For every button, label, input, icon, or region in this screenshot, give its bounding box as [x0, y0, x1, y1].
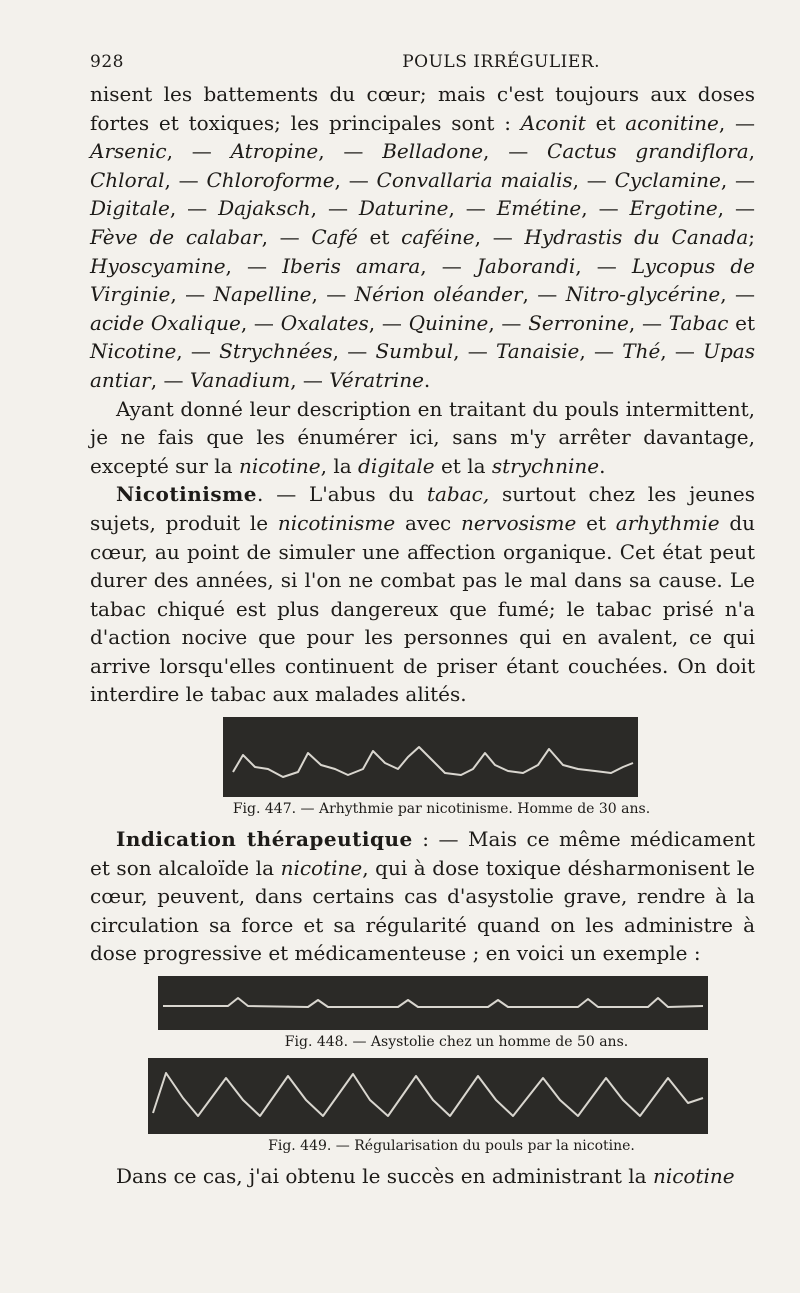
italic-term: Digitale	[90, 196, 170, 221]
italic-term: caféine	[401, 224, 475, 249]
italic-term: Arsenic	[90, 139, 167, 164]
italic-term: Daturine	[358, 196, 449, 221]
text-run: , —	[225, 253, 283, 278]
italic-term: arhythmie	[615, 510, 720, 535]
text-run: et	[576, 510, 616, 535]
italic-term: nicotinisme	[277, 510, 396, 535]
text-run: , —	[150, 367, 190, 392]
italic-term: Iberis amara	[282, 253, 421, 278]
text-run: avec	[395, 510, 461, 535]
italic-term: Aconit	[520, 110, 586, 135]
text-run: , —	[169, 196, 219, 221]
paragraph-drug-list	[90, 80, 755, 395]
italic-term: strychnine	[491, 453, 600, 478]
text-run: , —	[488, 310, 529, 335]
paragraph-conclusion	[90, 1162, 755, 1191]
paragraph-indication	[90, 825, 755, 968]
italic-term: Café	[311, 224, 358, 249]
italic-term: Nicotine	[90, 339, 177, 364]
text-run: , —	[420, 253, 477, 278]
text-run: , —	[318, 139, 383, 164]
italic-term: digitale	[358, 453, 435, 478]
text-run: , la	[320, 453, 359, 478]
text-run: , —	[717, 196, 755, 221]
text-run: . — L'abus du	[257, 482, 427, 507]
text-run: , —	[310, 196, 359, 221]
text-run: , —	[720, 282, 755, 307]
italic-term: aconitine	[625, 110, 719, 135]
italic-term: Vératrine	[329, 367, 424, 392]
italic-term: Chloroforme	[206, 167, 335, 192]
text-run: , —	[572, 167, 615, 192]
page-number: 928	[90, 52, 124, 72]
text-run: , —	[166, 139, 231, 164]
italic-term: nicotine	[238, 453, 321, 478]
text-run: .	[599, 453, 606, 478]
italic-term: Tabac	[668, 310, 729, 335]
text-run: ;	[748, 224, 756, 249]
italic-term: Belladone	[382, 139, 484, 164]
italic-term: Chloral	[90, 167, 165, 192]
italic-term: tabac,	[426, 482, 490, 507]
italic-term: Hydrastis du Canada	[524, 224, 749, 249]
italic-term: Nitro-glycérine	[565, 282, 721, 307]
figure-449-caption: Fig. 449. — Régularisation du pouls par la nicotine.	[268, 1138, 635, 1155]
text-run: , —	[581, 196, 630, 221]
text-run: , —	[448, 196, 497, 221]
text-run: , —	[522, 282, 566, 307]
italic-term: Emétine	[496, 196, 582, 221]
italic-term: nicotine	[280, 855, 363, 880]
pulse-trace-asystole	[158, 976, 708, 1030]
text-run: et	[357, 224, 402, 249]
italic-term: Thé	[622, 339, 661, 364]
italic-term: Atropine	[230, 139, 319, 164]
text-run: , —	[332, 339, 376, 364]
text-run: , —	[474, 224, 525, 249]
text-run: Ayant donné leur description en traitant du pouls intermittent, je ne fais que les énumérer ici, sans m'y arrêter davantage, excepté sur la	[90, 396, 755, 478]
text-run: surtout chez les jeunes sujets, produit le	[90, 482, 756, 535]
text-run: .	[423, 367, 431, 392]
italic-term: Tanaisie	[495, 339, 580, 364]
text-run: , qui à dose toxique désharmonisent le cœur, peuvent, dans certains cas d'asystolie grave, rendre à la circulation sa force et sa régularité quand on les administre à dose progressive et médicamenteuse ; en voici un exemple :	[90, 855, 755, 966]
text-run: du cœur, au point de simuler une affection organique. Cet état peut durer des années, si l'on ne combat pas le mal dans sa cause. Le tabac chiqué est plus dangereux que fumé; le tabac prisé n'a d'action nocive que pour les personnes qui en avalent, ce qui arrive lorsqu'elles continuent de priser étant couchées. On doit interdire le tabac aux malades alités.	[90, 510, 755, 707]
paragraph-description	[90, 395, 755, 481]
italic-term: Nérion oléander	[354, 282, 523, 307]
text-run: : — Mais ce même médicament et son alcaloïde la	[90, 827, 755, 880]
italic-term: Napelline	[213, 282, 312, 307]
italic-term: Serronine	[528, 310, 629, 335]
italic-term: Ergotine	[629, 196, 718, 221]
text-run: , —	[453, 339, 496, 364]
page-content	[90, 52, 755, 1191]
text-run: , —	[483, 139, 548, 164]
running-title: POULS IRRÉGULIER.	[402, 52, 600, 72]
text-run: , —	[311, 282, 355, 307]
italic-term: acide Oxalique	[90, 310, 241, 335]
italic-term: Hyoscyamine	[90, 253, 226, 278]
text-run: nisent les battements du cœur; mais c'est toujours aux doses fortes et toxiques; les principales sont :	[90, 82, 755, 135]
paragraph-nicotinisme	[90, 480, 755, 709]
text-run: , —	[240, 310, 281, 335]
text-run: et	[585, 110, 626, 135]
figure-449	[148, 1058, 755, 1154]
text-run: , —	[579, 339, 623, 364]
italic-term: Lycopus de Virginie	[90, 253, 755, 307]
text-run: Dans ce cas, j'ai obtenu le succès en administrant la	[116, 1164, 653, 1189]
section-heading: Nicotinisme	[116, 482, 258, 507]
figure-448-caption: Fig. 448. — Asystolie chez un homme de 50 ans.	[284, 1034, 629, 1051]
text-run: , —	[290, 367, 330, 392]
figure-447	[223, 717, 755, 817]
pulse-trace-arrhythmia	[223, 717, 638, 797]
italic-term: Strychnées	[219, 339, 333, 364]
text-run: , —	[718, 110, 755, 135]
pulse-trace-regularised	[148, 1058, 708, 1134]
text-run: , —	[575, 253, 632, 278]
text-run: , —	[368, 310, 409, 335]
italic-term: Jaborandi	[476, 253, 576, 278]
text-run: ,	[748, 139, 756, 164]
figure-448	[158, 976, 755, 1050]
section-heading: Indication thérapeutique	[116, 827, 413, 852]
text-run: , —	[170, 282, 214, 307]
text-run: et la	[434, 453, 492, 478]
running-header	[90, 52, 710, 72]
italic-term: nicotine	[652, 1164, 735, 1189]
text-run: , —	[176, 339, 220, 364]
italic-term: Quinine	[408, 310, 489, 335]
italic-term: Oxalates	[280, 310, 369, 335]
text-run: , —	[334, 167, 377, 192]
text-run: , —	[261, 224, 312, 249]
text-run: , —	[720, 167, 755, 192]
italic-term: Vanadium	[189, 367, 291, 392]
italic-term: Upas antiar	[90, 339, 755, 392]
italic-term: Dajaksch	[218, 196, 311, 221]
text-run: , —	[164, 167, 207, 192]
figure-447-caption: Fig. 447. — Arhythmie par nicotinisme. Homme de 30 ans.	[232, 801, 651, 818]
italic-term: Convallaria maialis	[376, 167, 573, 192]
text-run: , —	[660, 339, 704, 364]
italic-term: Cactus grandiflora	[547, 139, 749, 164]
text-run: , —	[628, 310, 669, 335]
italic-term: nervosisme	[461, 510, 577, 535]
italic-term: Fève de calabar	[90, 224, 262, 249]
text-run: et	[728, 310, 756, 335]
italic-term: Cyclamine	[614, 167, 721, 192]
italic-term: Sumbul	[375, 339, 454, 364]
